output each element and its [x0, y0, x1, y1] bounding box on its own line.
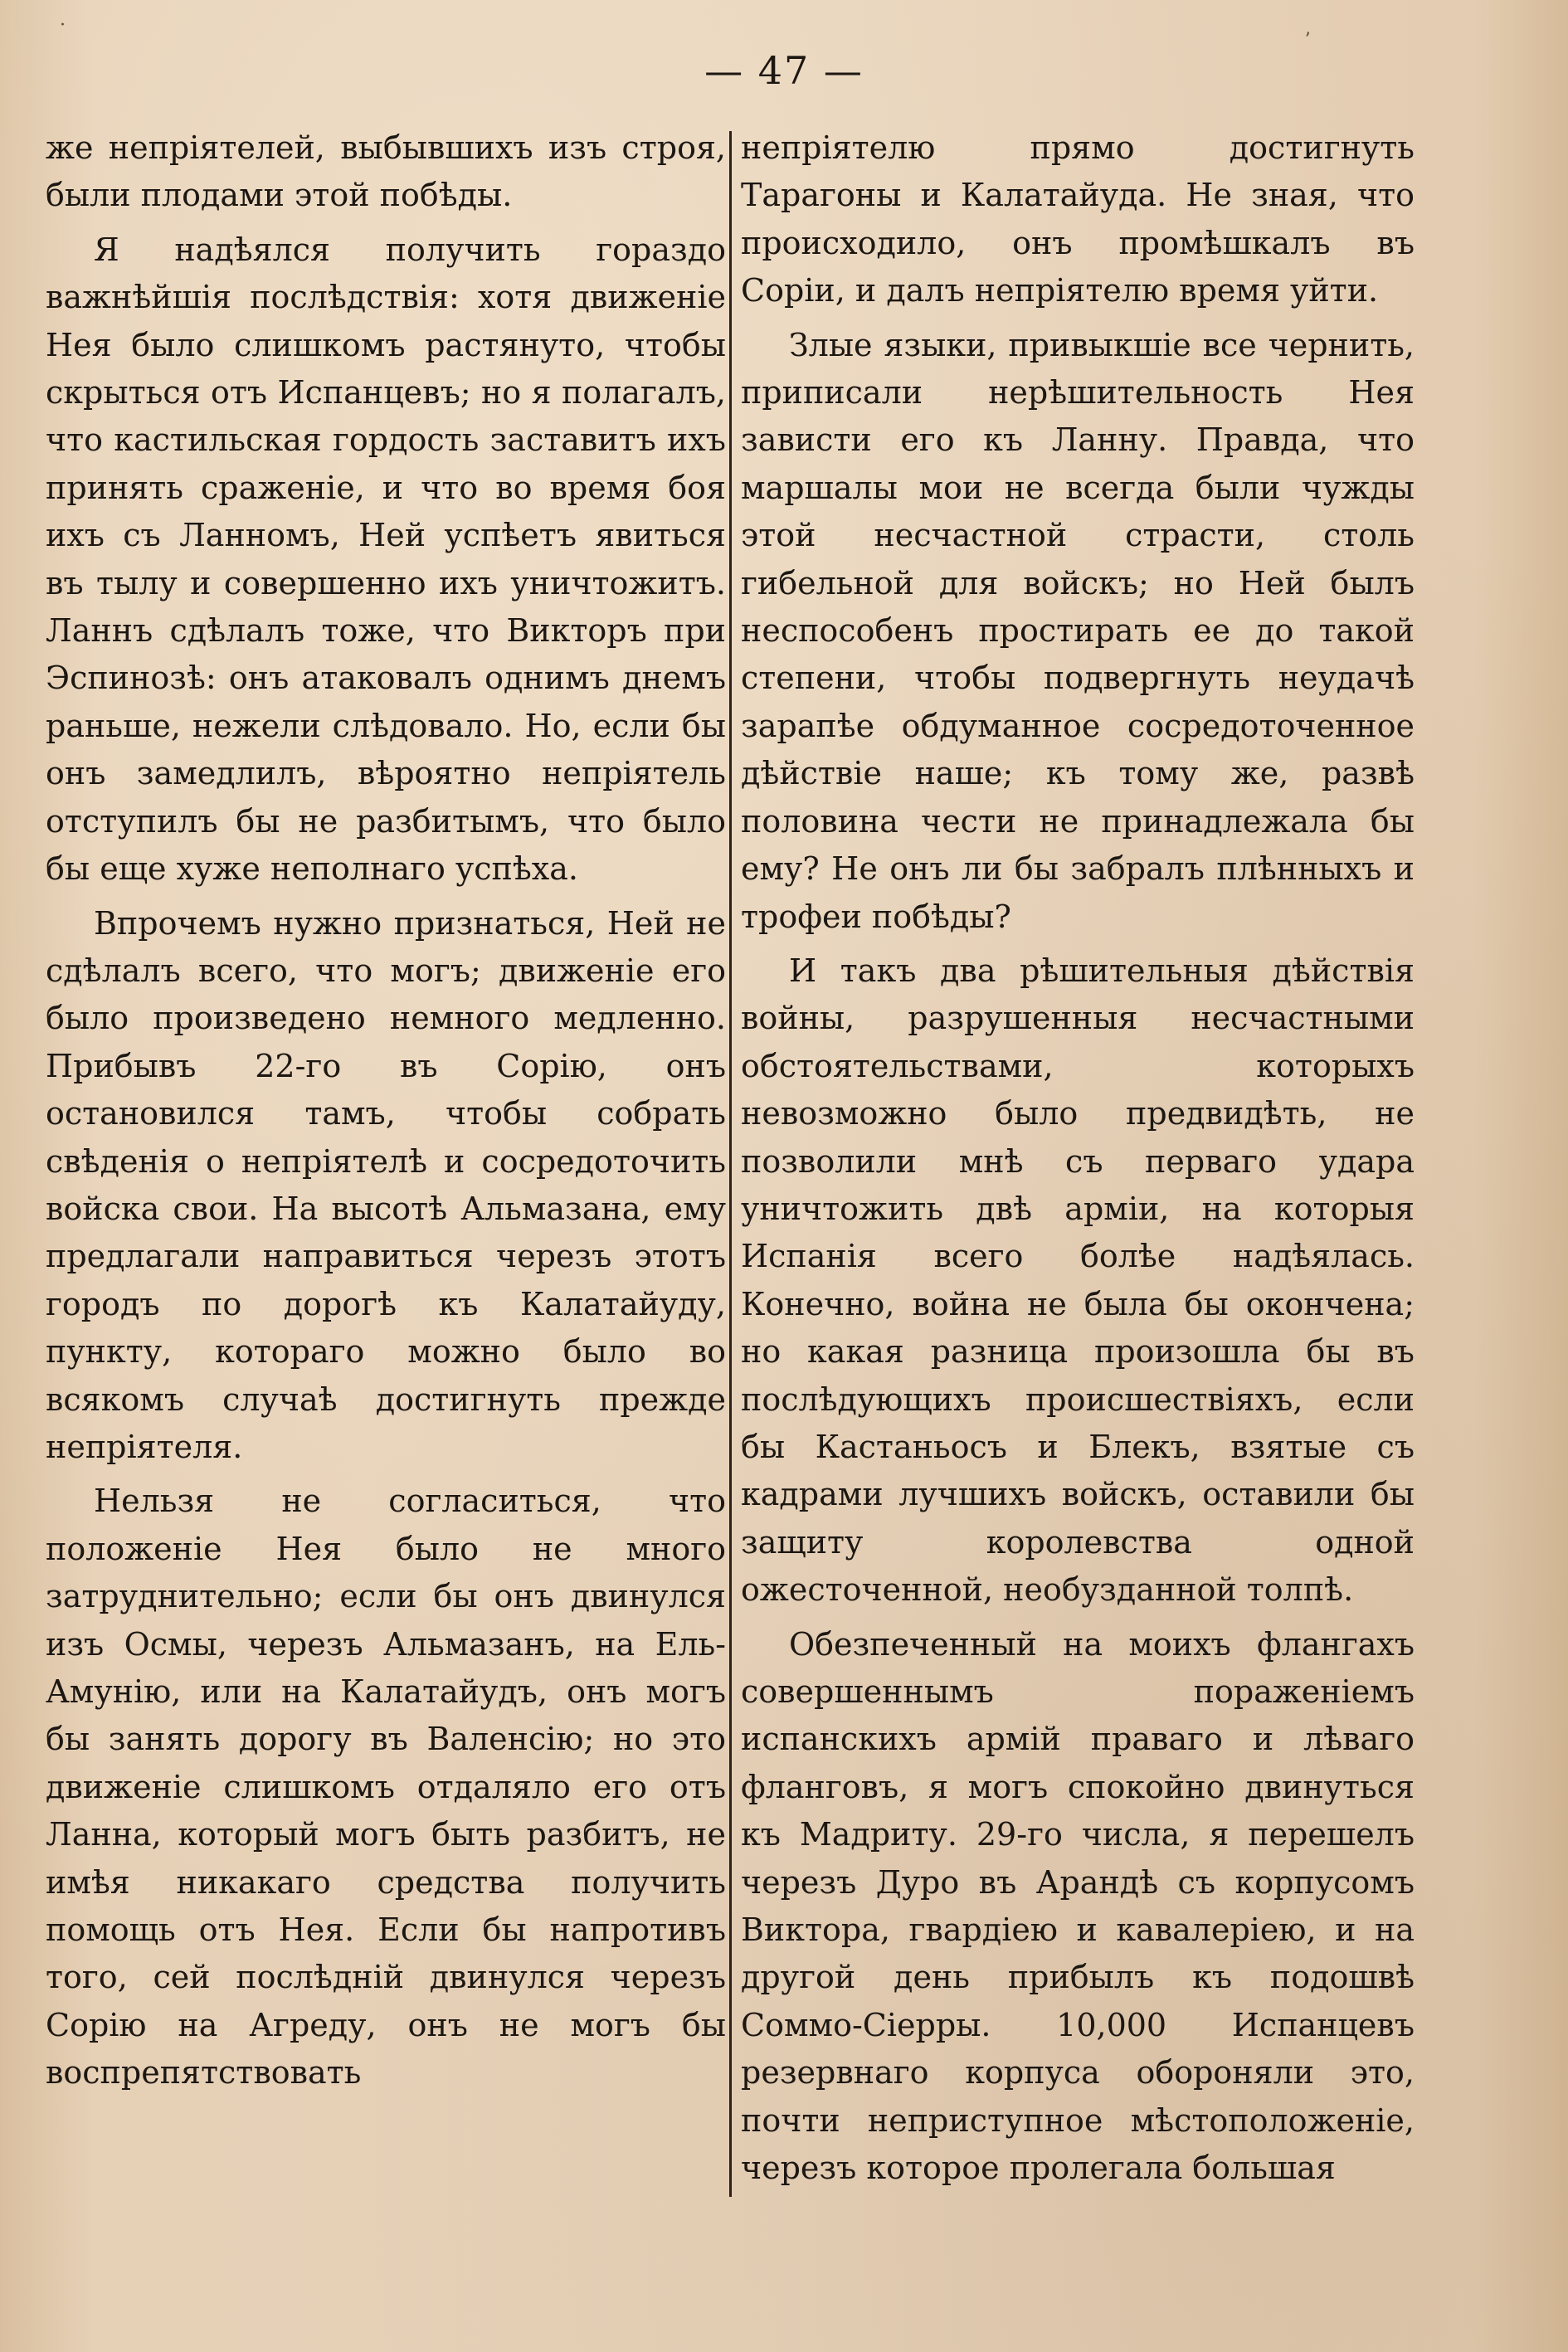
page-number: — 47 — — [704, 48, 864, 93]
scan-speck: ʼ — [1304, 30, 1310, 51]
paragraph: Впрочемъ нужно признаться, Ней не сдѣлалъ всего, что могъ; движеніе его было произведено немного медленно. Прибывъ 22-го въ Сорію, онъ остановился тамъ, чтобы собрать свѣденія о непріятелѣ и сосредоточить войска свои. На высотѣ Альмазана, ему предлагали направиться черезъ этотъ городъ по дорогѣ къ Калатайуду, пункту, котораго можно было во всякомъ случаѣ достигнуть прежде непріятеля. — [46, 904, 726, 1465]
paragraph: же непріятелей, выбывшихъ изъ строя, были плодами этой побѣды. — [46, 129, 726, 214]
paragraph: Я надѣялся получить гораздо важнѣйшія послѣдствія: хотя движеніе Нея было слишкомъ растянуто, чтобы скрыться отъ Испанцевъ; но я полагалъ, что кастильская гордость заставитъ ихъ принять сраженіе, и что во время боя ихъ съ Ланномъ, Ней успѣетъ явиться въ тылу и совершенно ихъ уничтожитъ. Ланнъ сдѣлалъ тоже, что Викторъ при Эспинозѣ: онъ атаковалъ однимъ днемъ раньше, нежели слѣдовало. Но, если бы онъ замедлилъ, вѣроятно непріятель отступилъ бы не разбитымъ, что было бы еще хуже неполнаго успѣха. — [46, 231, 726, 888]
column-divider — [729, 131, 732, 2197]
left-text-column — [46, 124, 726, 2331]
paragraph: Нельзя не согласиться, что положеніе Нея было не много затруднительно; если бы онъ двинулся изъ Осмы, черезъ Альмазанъ, на Ель-Амунію, или на Калатайудъ, онъ могъ бы занять дорогу въ Валенсію; но это движеніе слишкомъ отдаляло его отъ Ланна, который могъ быть разбитъ, не имѣя никакаго средства получить помощь отъ Нея. Если бы напротивъ того, сей послѣдній двинулся черезъ Сорію на Агреду, онъ не могъ бы воспрепятствовать — [46, 1483, 726, 2091]
paragraph: И такъ два рѣшительныя дѣйствія войны, разрушенныя несчастными обстоятельствами, которыхъ невозможно было предвидѣть, не позволили мнѣ съ перваго удара уничтожить двѣ арміи, на которыя Испанія всего болѣе надѣялась. Конечно, война не была бы окончена; но какая разница произошла бы въ послѣдующихъ происшествіяхъ, если бы Кастаньосъ и Блекъ, взятые съ кадрами лучшихъ войскъ, оставили бы защиту королевства одной ожесточенной, необузданной толпѣ. — [741, 952, 1415, 1609]
paragraph: Злые языки, привыкшіе все чернить, приписали нерѣшительность Нея зависти его къ Ланну. Правда, что маршалы мои не всегда были чужды этой несчастной страсти, столь гибельной для войскъ; но Ней былъ неспособенъ простирать ее до такой степени, чтобы подвергнуть неудачѣ зарапѣе обдуманное сосредоточенное дѣйствіе наше; къ тому же, развѣ половина чести не принадлежала бы ему? Не онъ ли бы забралъ плѣнныхъ и трофеи побѣды? — [741, 326, 1415, 935]
right-text-column — [741, 124, 1415, 2331]
paragraph: непріятелю прямо достигнуть Тарагоны и Калатайуда. Не зная, что происходило, онъ промѣшкалъ въ Соріи, и далъ непріятелю время уйти. — [741, 129, 1415, 309]
paragraph: Обезпеченный на моихъ флангахъ совершеннымъ пораженіемъ испанскихъ армій праваго и лѣваго фланговъ, я могъ спокойно двинуться къ Мадриту. 29-го числа, я перешелъ черезъ Дуро въ Арандѣ съ корпусомъ Виктора, гвардіею и кавалеріею, и на другой день прибылъ къ подошвѣ Соммо-Сіерры. 10,000 Испанцевъ резервнаго корпуса обороняли это, почти неприступное мѣстоположеніе, черезъ которое пролегала большая — [741, 1625, 1415, 2187]
scan-speck: · — [60, 15, 66, 36]
